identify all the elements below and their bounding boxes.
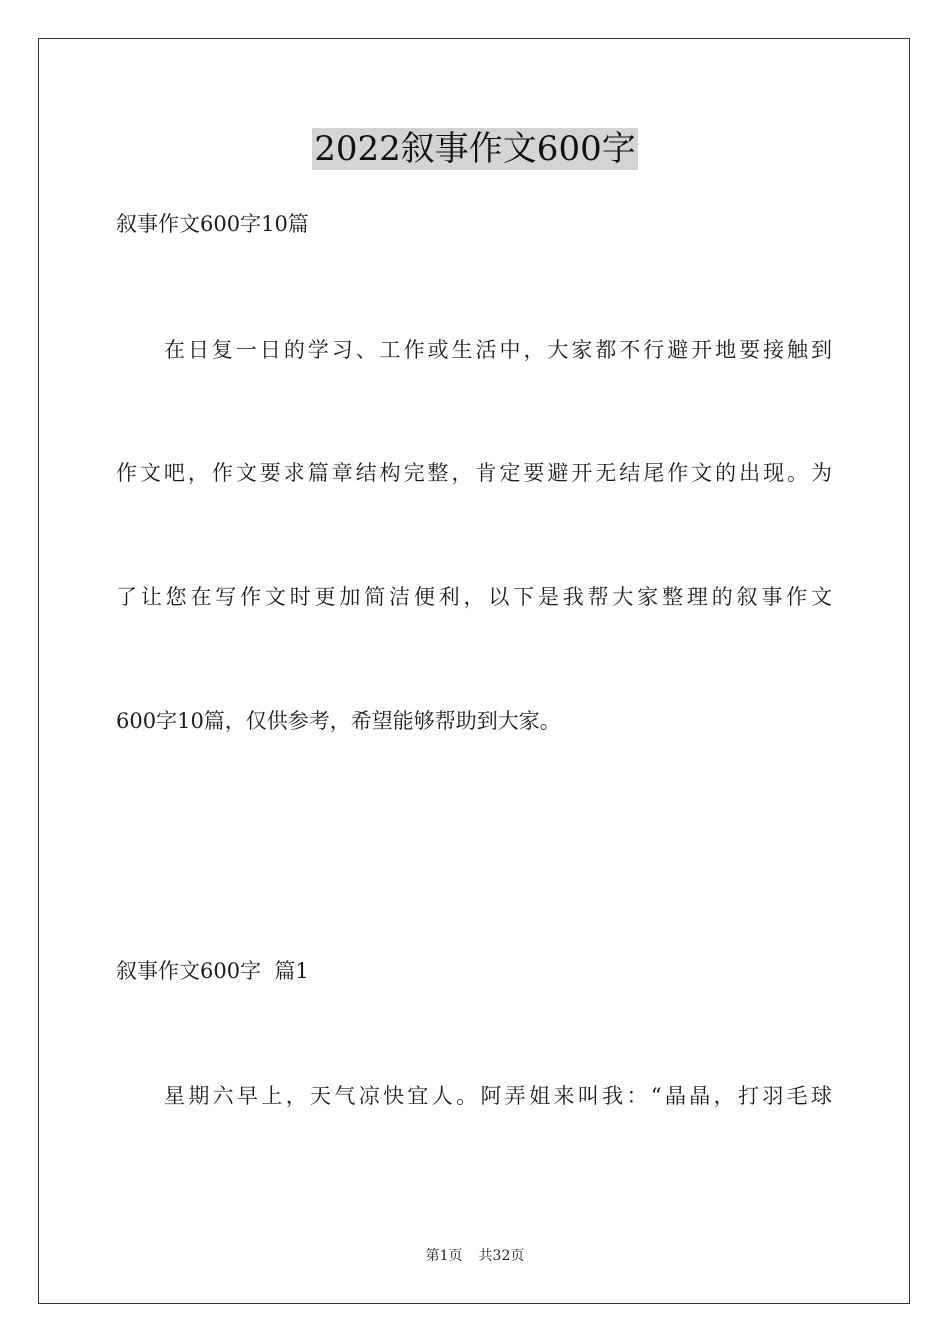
page-total: 共32页 [478,1248,525,1264]
intro-paragraph-line: 了让您在写作文时更加简洁便利，以下是我帮大家整理的叙事作文 [116,585,832,609]
document-title: 2022叙事作文600字 [314,129,636,169]
page-number: 第1页 [425,1248,463,1264]
intro-paragraph-line: 作文吧，作文要求篇章结构完整，肯定要避开无结尾作文的出现。为 [116,461,832,485]
document-subtitle: 叙事作文600字10篇 [116,212,309,236]
page-footer [0,1247,950,1265]
intro-paragraph-line: 在日复一日的学习、工作或生活中，大家都不行避开地要接触到 [164,338,832,362]
intro-paragraph-line: 600字10篇，仅供参考，希望能够帮助到大家。 [116,709,561,733]
section-heading: 叙事作文600字 篇1 [116,959,309,983]
title-container [0,128,950,170]
section-paragraph-line: 星期六早上，天气凉快宜人。阿弄姐来叫我：“晶晶，打羽毛球 [164,1084,832,1108]
